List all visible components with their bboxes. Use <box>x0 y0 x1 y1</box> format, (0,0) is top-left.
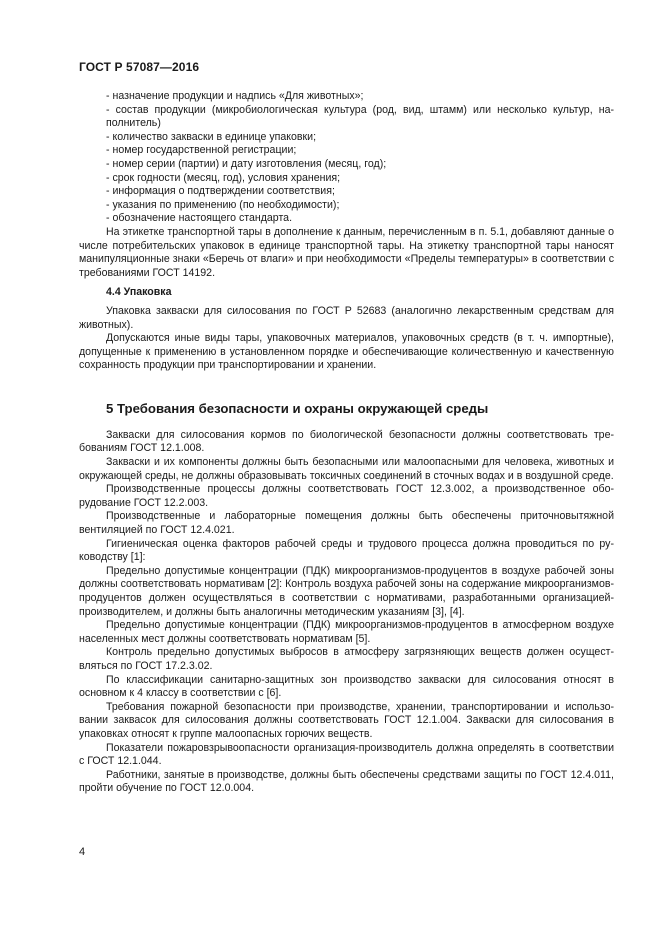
document-body <box>79 90 614 796</box>
paragraph: Производственные и лабораторные помещения должны быть обеспечены приточновытяжной вентиляцией по ГОСТ 12.4.021. <box>79 510 614 537</box>
list-item: - указания по применению (по необходимости); <box>106 198 340 211</box>
transport-label-paragraph: На этикетке транспортной тары в дополнение к данным, перечисленным в п. 5.1, добавляют данные о числе потребительских упаковок в единице транспортной тары. На этикетку транспортной тары наносят манипуляционные знаки «Беречь от влаги» и при необходимости «Пределы температуры» в соответствии с требованиями ГОСТ 14192. <box>79 225 614 279</box>
paragraph: Работники, занятые в производстве, должны быть обеспечены средствами защиты по ГОСТ 12.4.011, пройти обучение по ГОСТ 12.0.004. <box>79 768 614 795</box>
list-item: - назначение продукции и надпись «Для животных»; <box>106 90 364 102</box>
paragraph: Упаковка закваски для силосования по ГОСТ Р 52683 (аналогично лекарственным средствам для животных). <box>79 304 614 331</box>
paragraph: Предельно допустимые концентрации (ПДК) микроорганизмов-продуцентов в воздухе рабочей зоны должны соответствовать нормативам [2]: Контроль воздуха рабочей зоны на содержание микроорганизмов-продуцентов должен осуществляться в соответствии с нормативами, разработанными организацией-производителем, и должны быть аналогичны методическим указаниям [3], [4]. <box>79 564 614 618</box>
paragraph: Закваски для силосования кормов по биологической безопасности должны соответствовать требованиям ГОСТ 12.1.008. <box>79 428 614 455</box>
subsection-heading: 4.4 Упаковка <box>106 286 172 299</box>
paragraph: Показатели пожаровзрывоопасности организация-производитель должна определять в соответствии с ГОСТ 12.1.044. <box>79 741 614 768</box>
paragraph: По классификации санитарно-защитных зон производство закваски для силосования относят в основном к 4 классу в соответствии с [6]. <box>79 673 614 700</box>
paragraph: Производственные процессы должны соответствовать ГОСТ 12.3.002, а производственное оборудование ГОСТ 12.2.003. <box>79 483 614 509</box>
paragraph: Гигиеническая оценка факторов рабочей среды и трудового процесса должна проводиться по руководству [1]: <box>79 537 614 564</box>
list-item: - номер серии (партии) и дату изготовления (месяц, год); <box>106 157 387 170</box>
list-item: - номер государственной регистрации; <box>106 144 297 157</box>
list-item: - обозначение настоящего стандарта. <box>106 212 293 225</box>
list-item: - срок годности (месяц, год), условия хранения; <box>106 171 341 184</box>
paragraph: Закваски и их компоненты должны быть безопасными или малоопасными для человека, животных и окружающей среды, не должны образовывать токсичных соединений в сточных водах и в воздушной среде. <box>79 456 614 482</box>
list-item: - состав продукции (микробиологическая культура (род, вид, штамм) или несколько культур, наполнитель) <box>106 103 614 130</box>
paragraph: Предельно допустимые концентрации (ПДК) микроорганизмов-продуцентов в атмосферном воздухе населенных мест должны соответствовать нормативам [5]. <box>79 619 614 645</box>
document-header: ГОСТ Р 57087—2016 <box>79 60 200 74</box>
list-item: - количество закваски в единице упаковки; <box>106 130 317 143</box>
paragraph: Допускаются иные виды тары, упаковочных материалов, упаковочных средств (в т. ч. импортные), допущенные к применению в установленном порядке и обеспечивающие количественную и качественную сохранность продукции при транспортировании и хранении. <box>79 332 614 372</box>
section-heading: 5 Требования безопасности и охраны окружающей среды <box>106 400 489 416</box>
paragraph: Контроль предельно допустимых выбросов в атмосферу загрязняющих веществ должен осуществляться по ГОСТ 17.2.3.02. <box>79 646 614 672</box>
list-item: - информация о подтверждении соответствия; <box>106 185 335 198</box>
paragraph: Требования пожарной безопасности при производстве, хранении, транспортировании и использовании заквасок для силосования должны соответствовать ГОСТ 12.1.004. Закваски для силосования в упаковках относят к группе малоопасных горючих веществ. <box>79 700 614 740</box>
page-number: 4 <box>79 846 86 858</box>
